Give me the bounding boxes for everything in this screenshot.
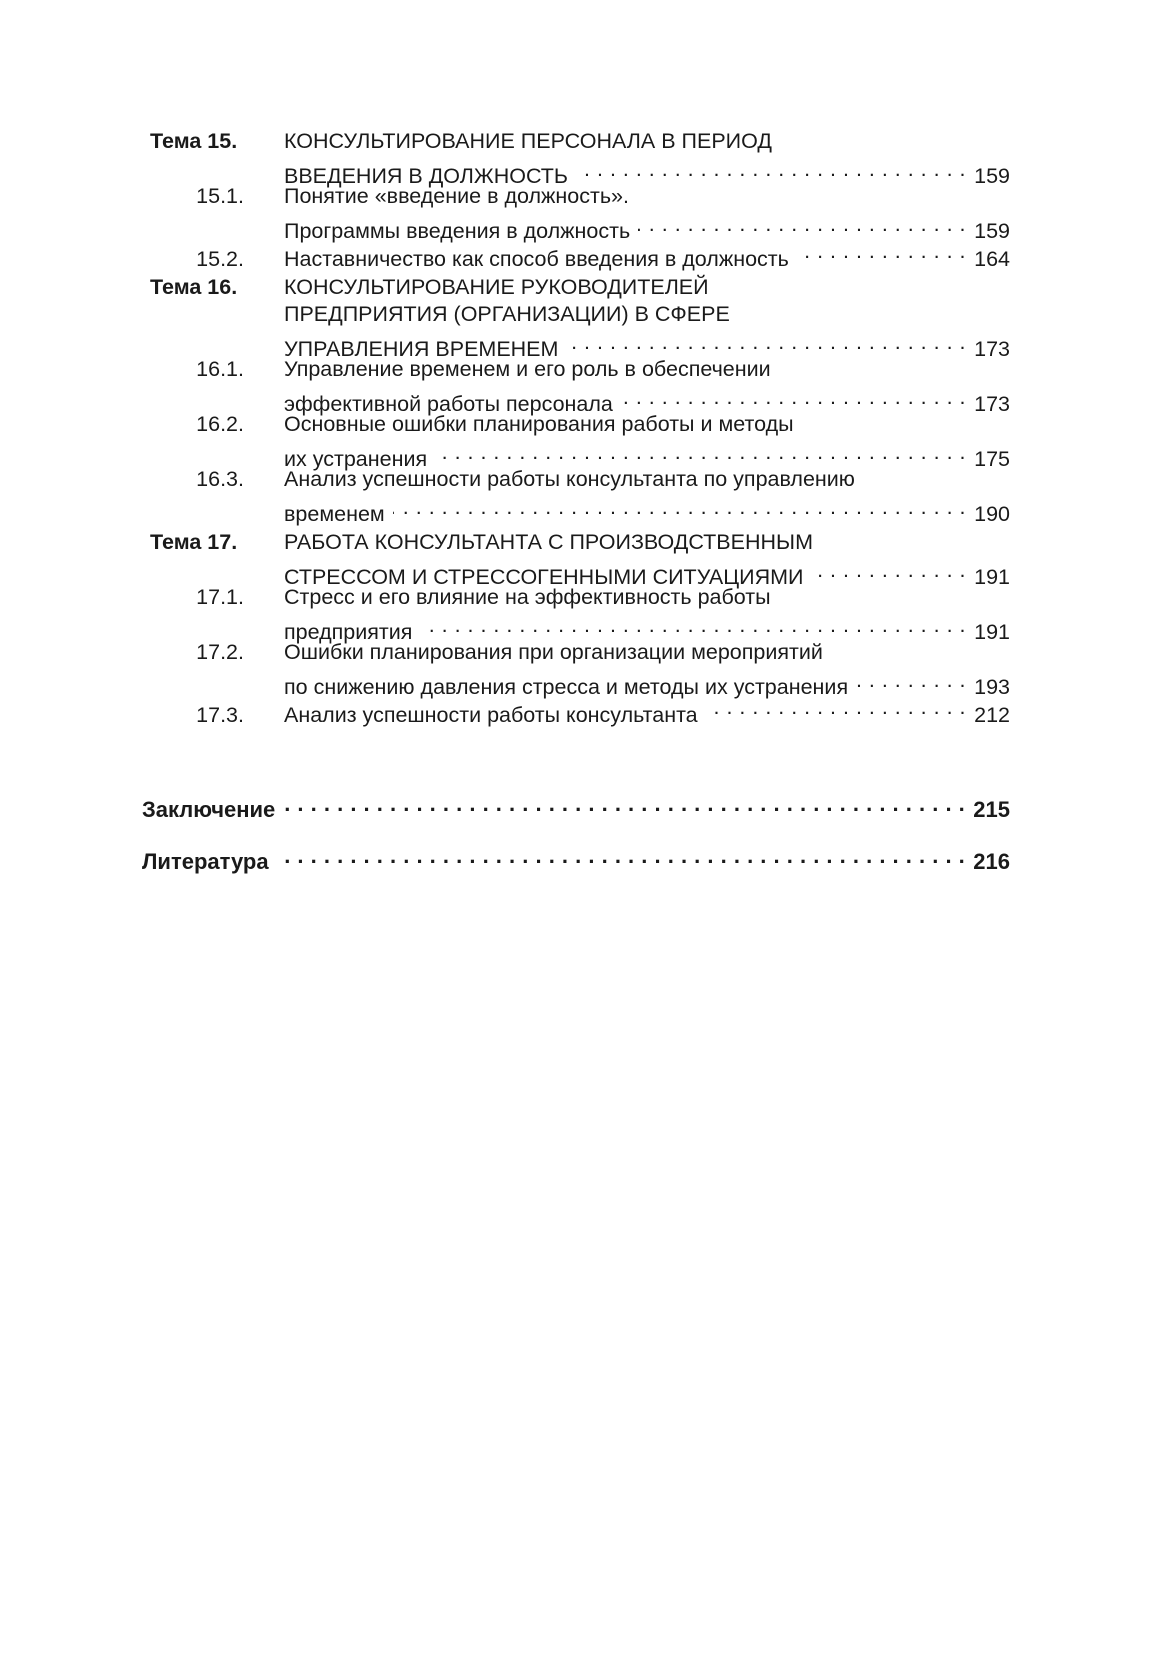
topic-title-line: УПРАВЛЕНИЯ ВРЕМЕНЕМ xyxy=(284,337,559,361)
page-number: 173 xyxy=(974,392,1010,416)
dot-leader xyxy=(566,329,966,357)
topic-number: Тема 15. xyxy=(150,129,238,153)
page-number: 175 xyxy=(974,447,1010,471)
page-number: 190 xyxy=(974,502,1010,526)
section-title-line: предприятия xyxy=(284,620,413,644)
toc-entry-conclusion xyxy=(142,790,1010,822)
section-number: 16.2. xyxy=(196,412,244,436)
page-number: 215 xyxy=(973,797,1010,822)
dot-leader xyxy=(393,494,966,522)
dot-leader xyxy=(797,238,966,266)
dot-leader xyxy=(638,211,966,239)
page-number: 216 xyxy=(973,849,1010,874)
topic-title-line: КОНСУЛЬТИРОВАНИЕ ПЕРСОНАЛА В ПЕРИОД xyxy=(284,129,772,153)
topic-title-line: ПРЕДПРИЯТИЯ (ОРГАНИЗАЦИИ) В СФЕРЕ xyxy=(284,302,730,326)
dot-leader xyxy=(706,694,966,722)
section-number: 15.1. xyxy=(196,184,244,208)
page-number: 173 xyxy=(974,337,1010,361)
section-number: 16.1. xyxy=(196,357,244,381)
toc-topic-15 xyxy=(150,128,1010,271)
topic-title-line: РАБОТА КОНСУЛЬТАНТА С ПРОИЗВОДСТВЕННЫМ xyxy=(284,530,813,554)
topic-title-line: КОНСУЛЬТИРОВАНИЕ РУКОВОДИТЕЛЕЙ xyxy=(284,274,709,299)
topic-number: Тема 16. xyxy=(150,274,238,299)
table-of-contents xyxy=(142,128,1010,874)
toc-entry-literature xyxy=(142,842,1010,874)
section-title-line: их устранения xyxy=(284,447,428,471)
toc-topic-17 xyxy=(150,529,1010,727)
section-title-line: Стресс и его влияние на эффективность работы xyxy=(284,585,771,609)
page-number: 159 xyxy=(974,219,1010,243)
section-title-line: Анализ успешности работы консультанта по управлению xyxy=(284,467,855,491)
dot-leader xyxy=(283,790,965,818)
toc-topic-16 xyxy=(150,274,1010,526)
dot-leader xyxy=(420,612,966,640)
page-number: 159 xyxy=(974,164,1010,188)
section-title-line: эффективной работы персонала xyxy=(284,392,613,416)
dot-leader xyxy=(435,439,966,467)
page-number: 212 xyxy=(974,702,1010,727)
section-title-line: по снижению давления стресса и методы их устранения xyxy=(284,675,849,699)
literature-label: Литература xyxy=(142,849,269,874)
section-title-line: Понятие «введение в должность». xyxy=(284,184,629,208)
section-number: 17.1. xyxy=(196,585,244,609)
section-title-line: Анализ успешности работы консультанта xyxy=(284,702,698,727)
dot-leader xyxy=(576,156,966,184)
section-number: 15.2. xyxy=(196,246,244,271)
dot-leader xyxy=(277,842,966,870)
section-title-line: временем xyxy=(284,502,385,526)
page-number: 191 xyxy=(974,620,1010,644)
section-number: 17.2. xyxy=(196,640,244,664)
section-title-line: Наставничество как способ введения в должность xyxy=(284,246,789,271)
section-number: 16.3. xyxy=(196,467,244,491)
section-number: 17.3. xyxy=(196,702,244,727)
topic-title-line: ВВЕДЕНИЯ В ДОЛЖНОСТЬ xyxy=(284,164,569,188)
page-number: 164 xyxy=(974,246,1010,271)
topic-number: Тема 17. xyxy=(150,530,238,554)
section-title-line: Ошибки планирования при организации мероприятий xyxy=(284,640,823,664)
dot-leader xyxy=(621,384,966,412)
topic-title-line: СТРЕССОМ И СТРЕССОГЕННЫМИ СИТУАЦИЯМИ xyxy=(284,565,804,589)
section-title-line: Программы введения в должность xyxy=(284,219,631,243)
section-title-line: Управление временем и его роль в обеспечении xyxy=(284,357,771,381)
section-title-line: Основные ошибки планирования работы и методы xyxy=(284,412,794,436)
page-number: 191 xyxy=(974,565,1010,589)
dot-leader xyxy=(812,557,967,585)
dot-leader xyxy=(856,667,966,695)
page-number: 193 xyxy=(974,675,1010,699)
conclusion-label: Заключение xyxy=(142,797,276,822)
